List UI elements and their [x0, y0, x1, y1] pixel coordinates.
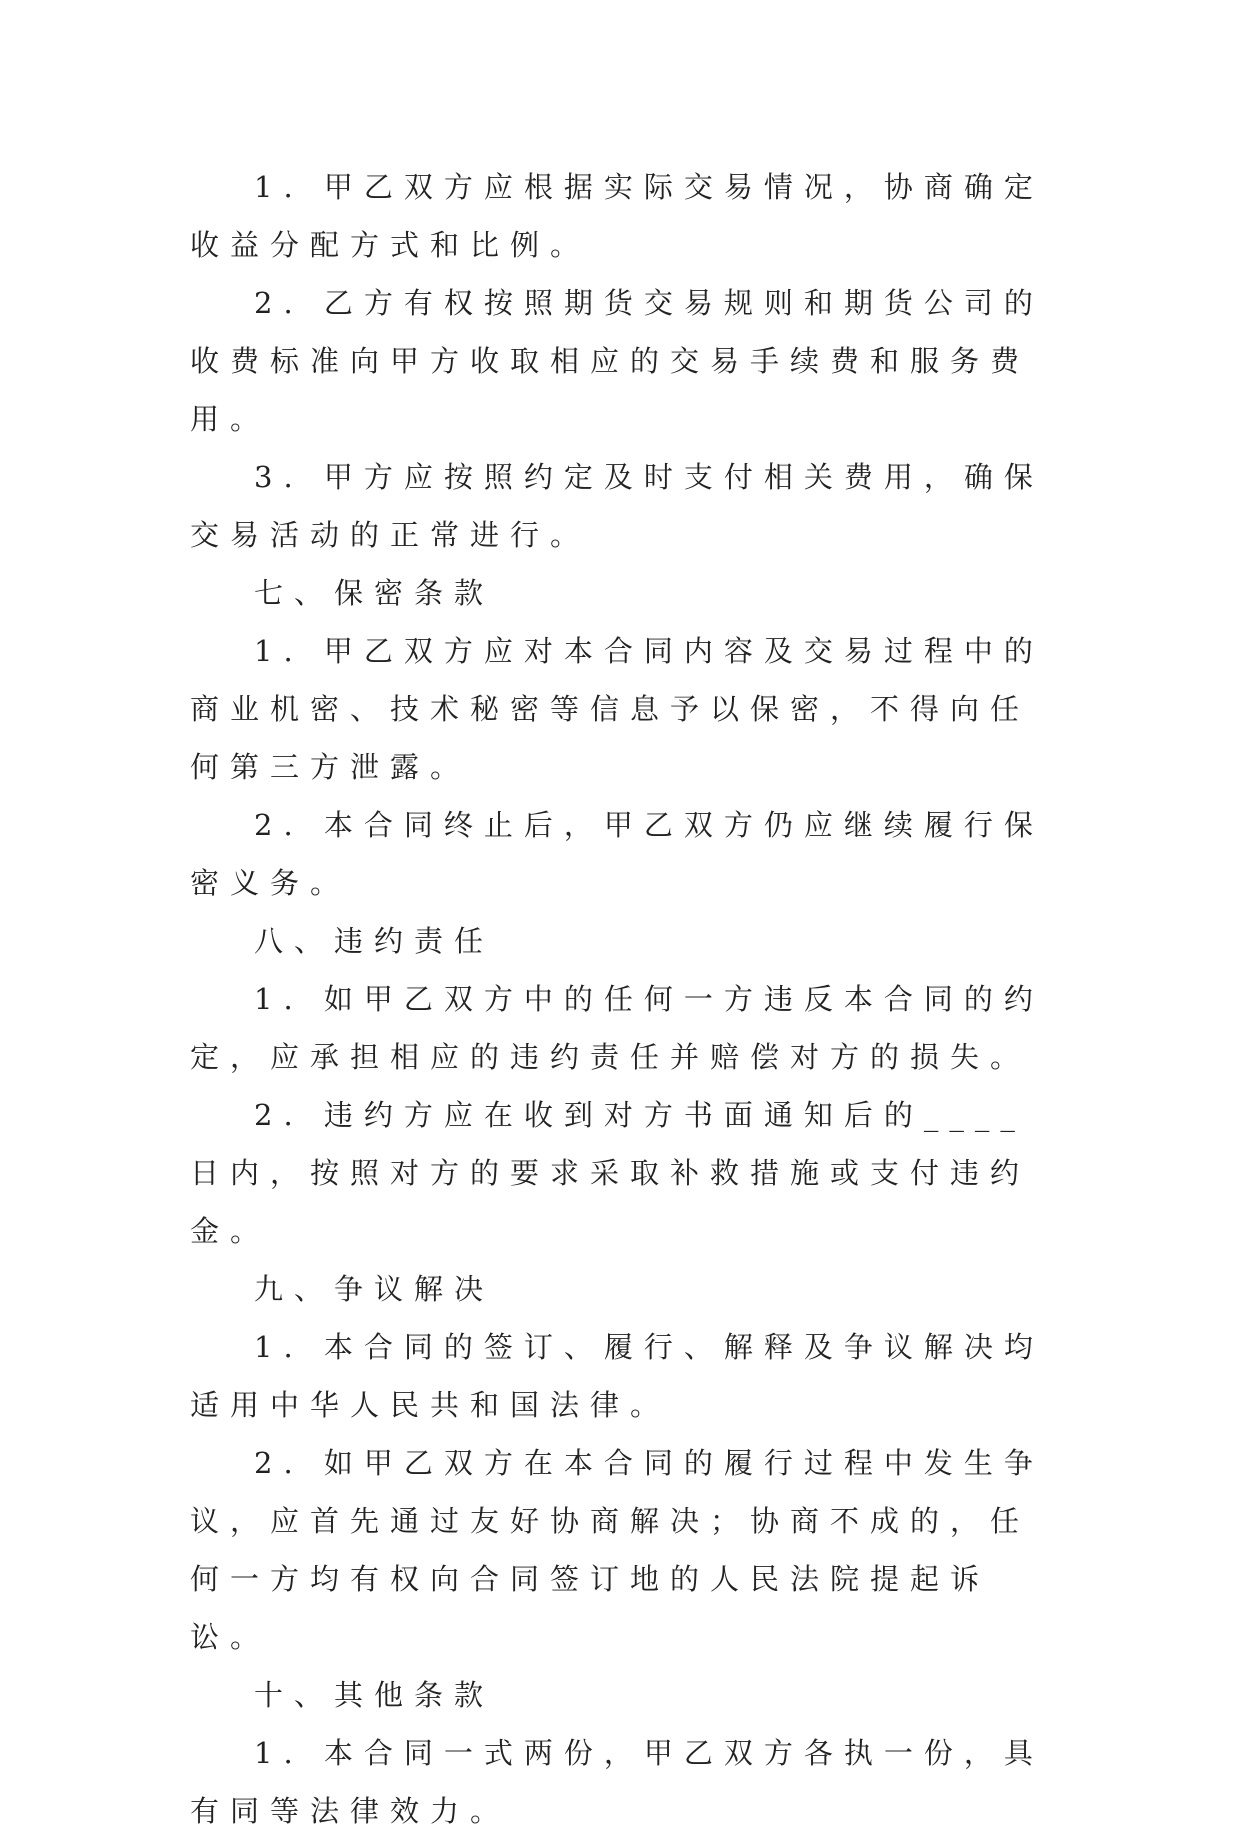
clause-9-item-1: 1. 本合同的签订、履行、解释及争议解决均适用中华人民共和国法律。 [190, 1330, 1044, 1422]
section-heading-other: 十、其他条款 [254, 1678, 495, 1712]
clause-9-item-2: 2. 如甲乙双方在本合同的履行过程中发生争议，应首先通过友好协商解决；协商不成的，任何一方均有权向合同签订地的人民法院提起诉讼。 [190, 1446, 1044, 1654]
clause-7-item-2: 2. 本合同终止后，甲乙双方仍应继续履行保密义务。 [190, 808, 1044, 900]
section-heading-liability: 八、违约责任 [254, 924, 495, 958]
clause-8-item-2: 2. 违约方应在收到对方书面通知后的____日内，按照对方的要求采取补救措施或支付违约金。 [190, 1098, 1031, 1248]
clause-6-item-2: 2. 乙方有权按照期货交易规则和期货公司的收费标准向甲方收取相应的交易手续费和服务费用。 [190, 286, 1044, 436]
clause-10-item-1: 1. 本合同一式两份，甲乙双方各执一份，具有同等法律效力。 [190, 1736, 1044, 1828]
section-heading-dispute: 九、争议解决 [254, 1272, 495, 1306]
document-body [190, 158, 1060, 1840]
clause-8-item-1: 1. 如甲乙双方中的任何一方违反本合同的约定，应承担相应的违约责任并赔偿对方的损失。 [190, 982, 1044, 1074]
clause-6-item-1: 1. 甲乙双方应根据实际交易情况，协商确定收益分配方式和比例。 [190, 170, 1044, 262]
section-heading-confidentiality: 七、保密条款 [254, 576, 495, 610]
clause-6-item-3: 3. 甲方应按照约定及时支付相关费用，确保交易活动的正常进行。 [190, 460, 1044, 552]
clause-7-item-1: 1. 甲乙双方应对本合同内容及交易过程中的商业机密、技术秘密等信息予以保密，不得向任何第三方泄露。 [190, 634, 1044, 784]
